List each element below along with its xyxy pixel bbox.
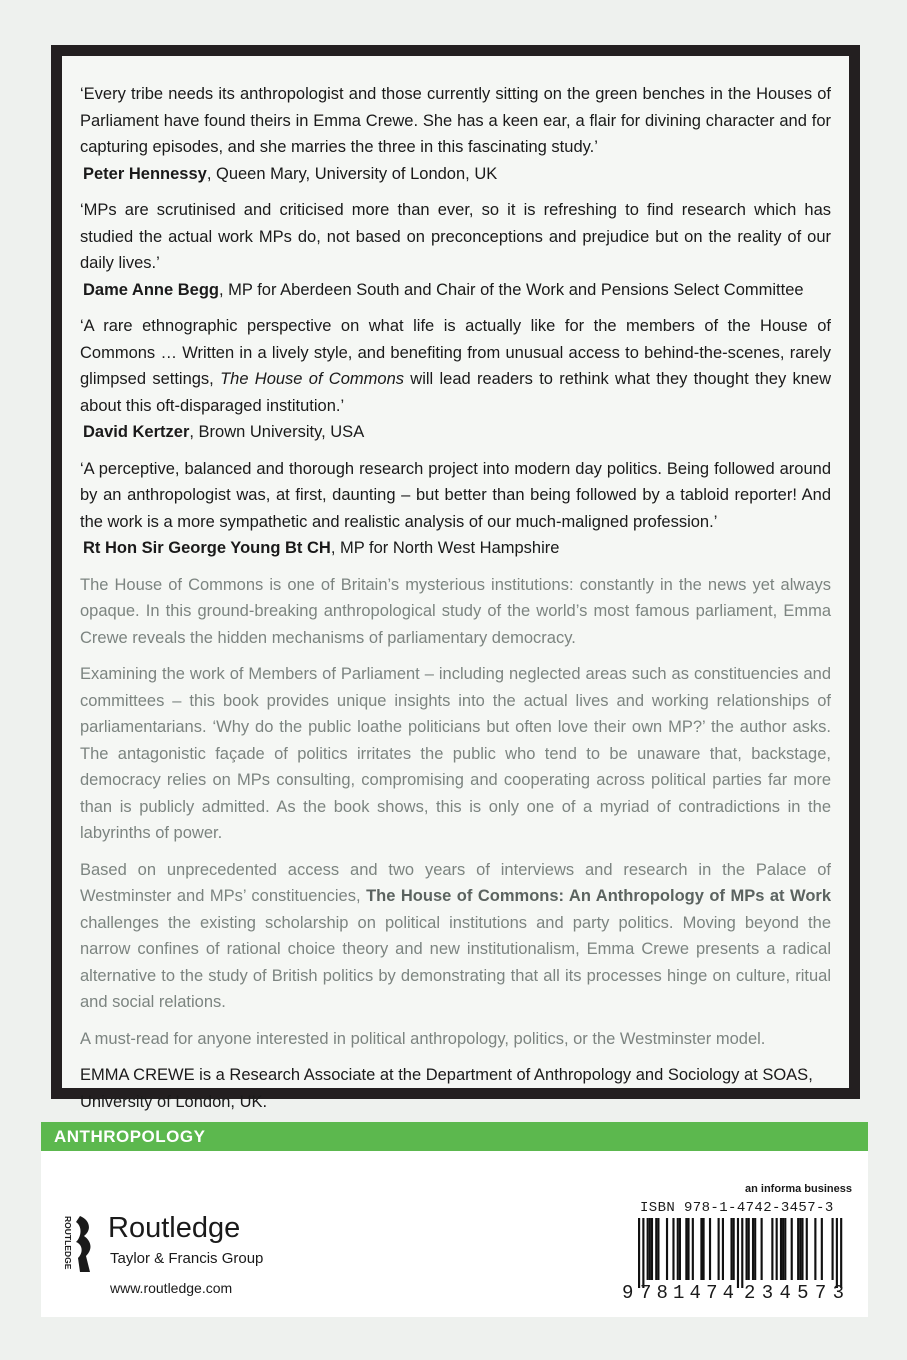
barcode-bar	[692, 1218, 694, 1280]
endorsement-text: ‘Every tribe needs its anthropologist and those currently sitting on the green benches in the Houses of Parliament have found theirs in Emma Crewe. She has a keen ear, a flair for divining character and for capturing episodes, and she marries the three in this fascinating study.’	[80, 85, 831, 156]
back-cover-text-frame	[51, 45, 860, 1111]
barcode-bar	[791, 1218, 793, 1280]
barcode-bar	[685, 1218, 687, 1280]
description-paragraph-1: The House of Commons is one of Britain’s mysterious institutions: constantly in the news yet always opaque. In this ground-breaking anthropological study of the world’s most famous parliament, Emma Crewe reveals the hidden mechanisms of parliamentary democracy.	[80, 575, 831, 647]
routledge-vertical-wordmark: ROUTLEDGE	[63, 1216, 73, 1270]
endorser-affiliation: , MP for Aberdeen South and Chair of the Work and Pensions Select Committee	[219, 280, 804, 299]
barcode-bar	[801, 1218, 803, 1280]
endorser-affiliation: , Queen Mary, University of London, UK	[206, 164, 498, 183]
description-text-part: Based on unprecedented access and two years of interviews and research in the Palace of Westminster and MPs’ constituencies,	[80, 860, 831, 905]
barcode-bar	[733, 1218, 735, 1280]
publisher-group: Taylor & Francis Group	[110, 1250, 264, 1267]
endorser-name: David Kertzer	[83, 423, 190, 441]
barcode-bar	[649, 1218, 651, 1280]
category-band	[41, 1122, 868, 1151]
endorser-name: Dame Anne Begg	[83, 280, 219, 299]
endorsement-2	[80, 197, 831, 303]
barcode-guard-bar	[840, 1218, 842, 1288]
endorsement-text: ‘MPs are scrutinised and criticised more than ever, so it is refreshing to find research which has studied the actual work MPs do, not based on preconceptions and prejudice but on the reality of our daily lives.’	[80, 201, 831, 272]
barcode-guard-bar	[737, 1218, 739, 1288]
barcode-bar	[771, 1218, 773, 1280]
barcode-bar	[703, 1218, 705, 1280]
barcode-bar	[748, 1218, 750, 1280]
barcode-bar	[782, 1218, 784, 1280]
publisher-url[interactable]: www.routledge.com	[110, 1280, 233, 1296]
endorsement-attribution	[80, 535, 831, 562]
barcode-bar	[784, 1218, 786, 1280]
barcode-bar	[657, 1218, 659, 1280]
endorsement-attribution	[80, 161, 831, 188]
barcode-bar	[806, 1218, 808, 1280]
isbn-label: ISBN 978-1-4742-3457-3	[640, 1200, 834, 1216]
description-paragraph-2: Examining the work of Members of Parliament – including neglected areas such as constituencies and committees – this book provides unique insights into the actual lives and working relationships of parliamentarians. ‘Why do the public loathe politicians but often love their own MP?’ the author asks. The antagonistic façade of politics irritates the public who tend to be unaware that, backstage, democracy relies on MPs consulting, compromising and cooperating across political parties far more than is publicly admitted. As the book shows, this is only one of a myriad of contradictions in the labyrinths of power.	[80, 665, 831, 842]
endorsement-text: ‘A perceptive, balanced and thorough research project into modern day politics. Being followed around by an anthropologist was, at first, daunting – but better than being followed by a tabloid reporter! And the work is a more sympathetic and realistic analysis of our much-maligned profession.’	[80, 459, 831, 531]
barcode-guard-bar	[836, 1218, 838, 1288]
routledge-logo-icon	[56, 1214, 96, 1274]
description-paragraph-4: A must-read for anyone interested in political anthropology, politics, or the Westminster model.	[80, 1029, 766, 1048]
endorser-affiliation: , MP for North West Hampshire	[330, 539, 560, 557]
book-title-italic: The House of Commons	[220, 370, 404, 388]
barcode-bar	[797, 1218, 799, 1280]
barcode-bar	[799, 1218, 801, 1280]
endorser-affiliation: , Brown University, USA	[189, 423, 365, 441]
barcode-right-digits: 234573	[744, 1282, 844, 1301]
barcode-bar	[679, 1218, 681, 1280]
book-title-bold: The House of Commons: An Anthropology of MPs at Work	[366, 887, 831, 905]
isbn-barcode	[618, 1218, 854, 1301]
barcode-bar	[687, 1218, 689, 1280]
barcode-bar	[709, 1218, 711, 1280]
barcode-bar	[700, 1218, 702, 1280]
barcode-bar	[677, 1218, 679, 1280]
endorsement-attribution	[80, 277, 831, 304]
description-text-part: challenges the existing scholarship on political institutions and party politics. Moving beyond the narrow confines of rational choice theory and new institutionalism, Emma Crewe presents a radical alternative to the study of British politics by demonstrating that all its processes hinge on culture, ritual and social relations.	[80, 913, 831, 1011]
endorser-name: Peter Hennessy	[83, 164, 207, 183]
barcode-bar	[666, 1218, 668, 1280]
barcode-bar	[761, 1218, 763, 1280]
barcode-bar	[746, 1218, 748, 1280]
endorsement-3	[80, 313, 831, 446]
endorsement-1	[80, 81, 831, 187]
endorsement-attribution	[80, 419, 831, 446]
informa-tagline: an informa business	[745, 1183, 852, 1195]
category-label: ANTHROPOLOGY	[54, 1127, 206, 1146]
barcode-bar	[814, 1218, 816, 1280]
barcode-bar	[655, 1218, 657, 1280]
barcode-bar	[651, 1218, 653, 1280]
barcode-bar	[718, 1218, 720, 1280]
barcode-bar	[752, 1218, 754, 1280]
author-bio: EMMA CREWE is a Research Associate at the Department of Anthropology and Sociology at SOAS, University of London, UK.	[80, 1066, 813, 1111]
description-paragraph-3	[80, 857, 831, 1016]
barcode-bar	[754, 1218, 756, 1280]
endorsement-4	[80, 456, 831, 562]
barcode-leading-digit: 9	[622, 1282, 634, 1301]
endorser-name: Rt Hon Sir George Young Bt CH	[83, 539, 331, 557]
barcode-bar	[730, 1218, 732, 1280]
endorsement-text-part: ‘A rare ethnographic perspective on what life is actually like for the members of the House of Commons … Written in a lively style, and benefiting from unusual access to behind-the-scenes, rarely glimpsed settings,	[80, 317, 831, 388]
barcode-bars	[638, 1218, 842, 1288]
barcode-bar	[821, 1218, 823, 1280]
barcode-guard-bar	[638, 1218, 640, 1288]
barcode-bar	[672, 1218, 674, 1280]
barcode-guard-bar	[741, 1218, 743, 1288]
barcode-bar	[647, 1218, 649, 1280]
book-description	[80, 572, 831, 1053]
barcode-bar	[832, 1218, 834, 1280]
back-cover-content	[80, 81, 831, 1115]
barcode-bar	[780, 1218, 782, 1280]
barcode-bar	[722, 1218, 724, 1280]
barcode-bar	[776, 1218, 778, 1280]
barcode-guard-bar	[642, 1218, 644, 1288]
endorsement-text-part: will lead readers to rethink what they thought they knew about this oft-disparaged institution.’	[80, 370, 831, 415]
publisher-name: Routledge	[108, 1212, 241, 1244]
endorsement-text	[80, 313, 831, 419]
barcode-left-digits: 781474	[640, 1282, 734, 1301]
